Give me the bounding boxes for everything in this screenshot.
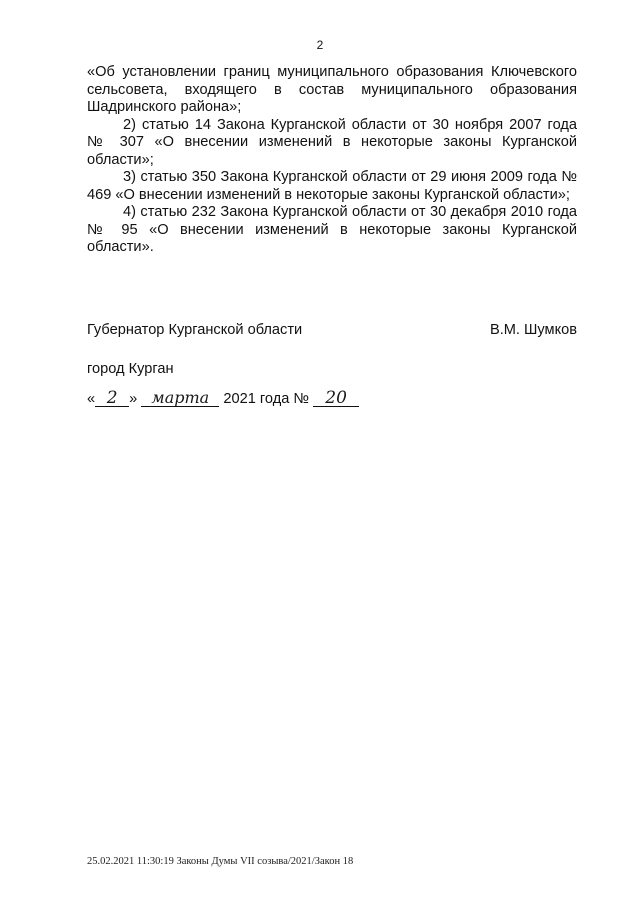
signature-block [87,322,577,338]
page-number: 2 [316,38,324,52]
document-body [87,64,577,257]
date-close-quote: » [129,391,138,407]
date-open-quote: « [87,391,96,407]
city-line: город Курган [87,361,174,377]
signatory-position: Губернатор Курганской области [87,322,303,338]
paragraph-law-title: «Об установлении границ муниципального образования Ключевского сельсовета, входящего в состав муниципального образования Шадринского района»; [87,64,577,115]
handwritten-month: марта [141,390,219,407]
signatory-name: В.М. Шумков [489,322,577,338]
date-line [87,390,359,407]
paragraph-item-2: 2) статью 14 Закона Курганской области от 30 ноября 2007 года № 307 «О внесении изменений в некоторые законы Курганской области»; [87,116,577,168]
document-footer: 25.02.2021 11:30:19 Законы Думы VII созыва/2021/Закон 18 [87,856,354,867]
paragraph-item-4: 4) статью 232 Закона Курганской области от 30 декабря 2010 года № 95 «О внесении изменений в некоторые законы Курганской области». [87,204,577,255]
handwritten-law-number: 20 [313,390,359,407]
handwritten-day: 2 [95,390,129,407]
date-year-text: 2021 года № [223,391,310,407]
paragraph-item-3: 3) статью 350 Закона Курганской области от 29 июня 2009 года № 469 «О внесении изменений в некоторые законы Курганской области»; [87,169,577,203]
